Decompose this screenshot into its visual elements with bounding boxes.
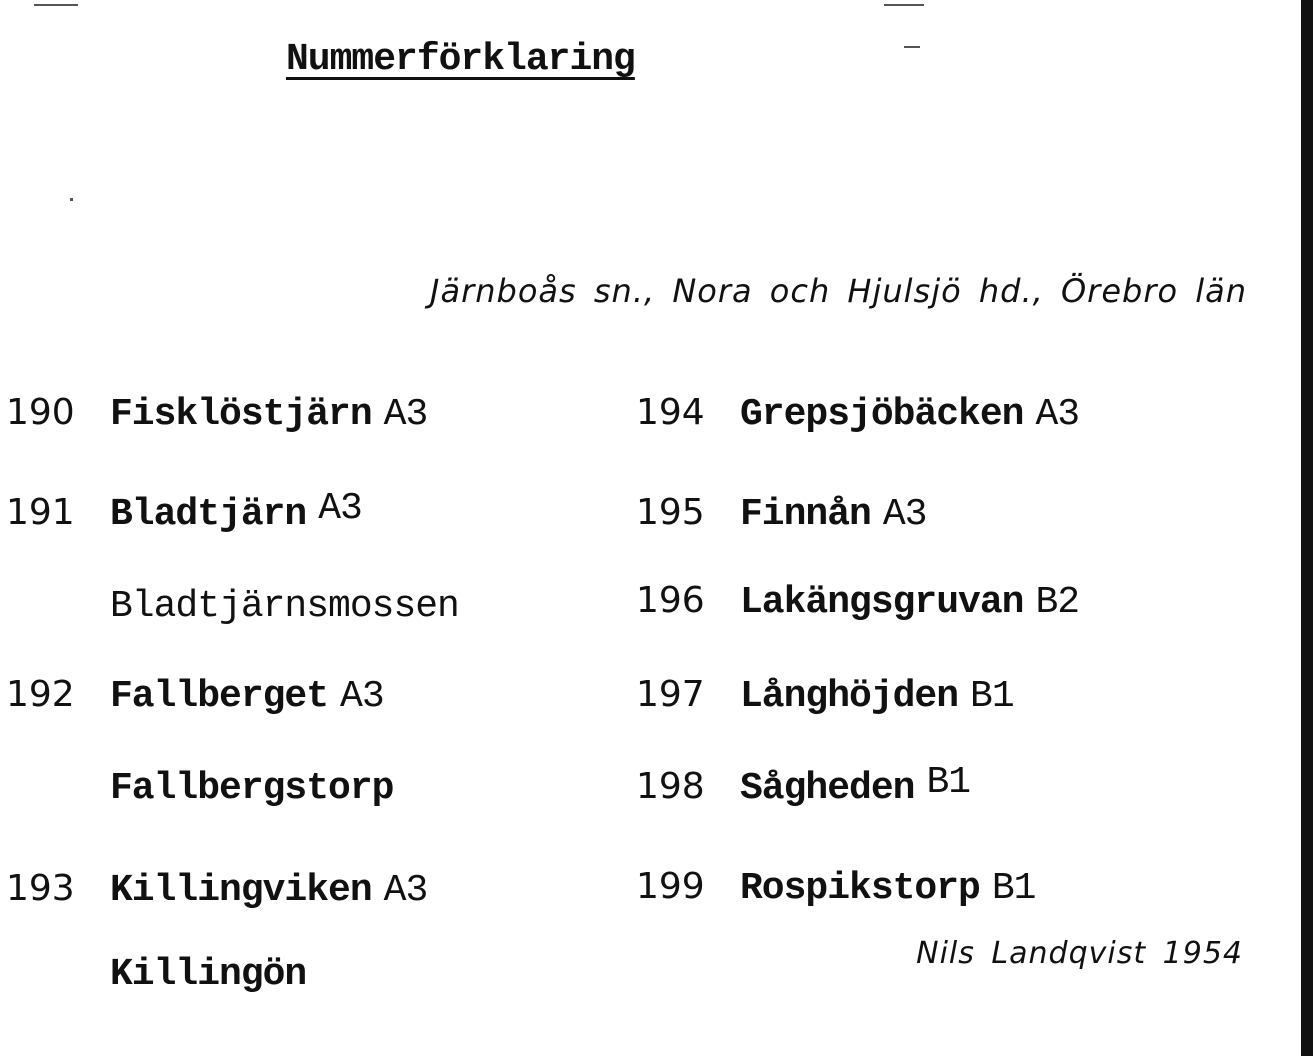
entry-grid: A3 — [318, 487, 362, 530]
list-item — [636, 670, 1014, 721]
entry-number: 198 — [636, 766, 705, 807]
entry-name: Sågheden — [740, 767, 915, 810]
list-item — [6, 948, 306, 999]
entry-name: Killingön — [110, 953, 307, 996]
entry-grid: A3 — [1035, 393, 1080, 436]
entry-number: 195 — [636, 492, 705, 533]
entry-name: Bladtjärn — [110, 493, 307, 536]
entry-name: Fallberget — [110, 675, 329, 718]
list-item — [636, 862, 1035, 913]
document-title: Nummerförklaring — [286, 38, 635, 81]
entry-name: Finnån — [740, 493, 871, 536]
entry-number: 199 — [636, 866, 705, 907]
entry-name: Fisklöstjärn — [110, 393, 372, 436]
entry-grid: A3 — [340, 675, 384, 718]
scan-speck — [34, 4, 78, 6]
list-item — [6, 670, 384, 721]
entry-number: 196 — [636, 580, 705, 621]
location-line: Järnboås sn., Nora och Hjulsjö hd., Örebro län — [430, 272, 1247, 310]
list-item — [6, 488, 362, 539]
entry-grid: B2 — [1035, 581, 1080, 624]
list-item — [636, 488, 926, 539]
entry-name: Bladtjärnsmossen — [110, 585, 459, 628]
entry-grid: A3 — [882, 493, 927, 536]
entry-number: 191 — [6, 492, 75, 533]
entry-name: Långhöjden — [740, 675, 959, 718]
list-item — [636, 388, 1079, 439]
entry-grid: B1 — [926, 761, 971, 804]
list-item — [6, 762, 393, 813]
entry-grid: B1 — [991, 867, 1036, 910]
scan-speck — [884, 4, 924, 6]
entry-name: Lakängsgruvan — [740, 581, 1024, 624]
scan-speck — [70, 198, 73, 201]
signature: Nils Landqvist 1954 — [916, 936, 1243, 971]
entry-grid: A3 — [383, 393, 428, 436]
list-item — [6, 580, 459, 631]
entry-number: 192 — [6, 674, 75, 715]
entry-name: Rospikstorp — [740, 867, 980, 910]
scan-speck — [904, 46, 920, 48]
entry-number: 193 — [6, 868, 75, 909]
entry-number: 197 — [636, 674, 705, 715]
scan-edge — [1301, 0, 1313, 1056]
entry-grid: A3 — [383, 869, 428, 912]
entry-grid: B1 — [970, 675, 1014, 718]
list-item — [636, 762, 970, 813]
entry-name: Killingviken — [110, 869, 372, 912]
entry-number: 190 — [6, 392, 75, 433]
list-item — [6, 388, 427, 439]
entry-name: Fallbergstorp — [110, 767, 394, 810]
list-item — [636, 576, 1079, 627]
list-item — [6, 864, 427, 915]
entry-number: 194 — [636, 392, 705, 433]
entry-name: Grepsjöbäcken — [740, 393, 1024, 436]
